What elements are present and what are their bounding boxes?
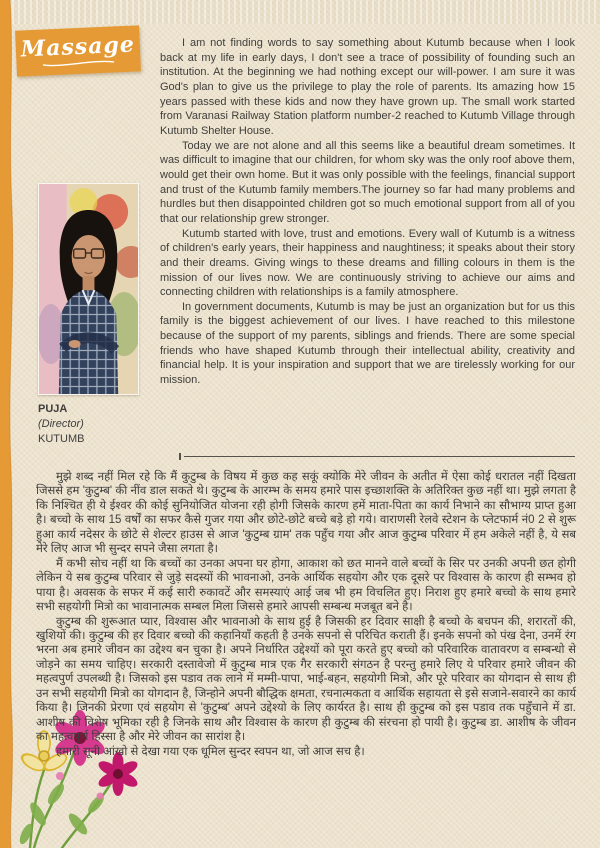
hindi-message-text [36, 470, 576, 759]
author-photo [38, 183, 139, 395]
english-paragraph: Today we are not alone and all this seems like a beautiful dream sometimes. It was difficult to imagine that our children, for whom sky was the only roof above them, would get their own home. But it was only possible with the feelings, financial support and trust of the Kutumb family members.The journey so far had many problems and hurdles but then disappointed children got so much emotional support from all of you that our relationship grew stronger. [160, 139, 575, 225]
hindi-paragraph: हमारी सूनी आंखो से देखा गया एक धूमिल सुन्दर स्वपन था, जो आज सच है। [56, 745, 365, 758]
message-header-ribbon [15, 25, 141, 76]
paper-texture-top-band [0, 0, 600, 24]
english-paragraph: Kutumb started with love, trust and emotions. Every wall of Kutumb is a witness of children's early years, their happiness and naughtiness; it speaks about their story and their dreams. Giving wings to these dreams and filling colours in them is the mission of our lives now. We are continuously striving to achieve our aims and connecting children with relationships is a family atmosphere. [160, 227, 575, 299]
english-paragraph: I am not finding words to say something about Kutumb because when I look back at my life in early days, I don't see a trace of possibility of founding such an institution. At the beginning we had nothing except our will-power. I am sure it was God's plan to give us the privilege to play the role of parents. Its amazing how 15 years passed with these kids and now they have grown up. The small work started from Varanasi Railway Station platform number-2 reached to Kutumb Village through Kutumb Shelter House. [160, 37, 575, 137]
author-role: (Director) [38, 418, 84, 430]
english-message-text [160, 36, 575, 388]
english-paragraph: In government documents, Kutumb is may be just an organization but for us this family is the biggest achievement of our lives. I have reached to this milestone because of the support of my parents, siblings and friends. There are some special friends who have shaped Kutumb through their intellectual ability, creativity and financial help. It is your inspiration and support that we are tirelessly working for our mission. [160, 300, 575, 387]
message-header-title: Massage [20, 31, 136, 62]
hindi-paragraph: कुटुम्ब की शुरूआत प्यार, विश्वास और भावनाओ के साथ हुई है जिसकी हर दिवार साक्षी है बच्चो के बचपन की, शरारतों की, खुशियों की। कुटुम्ब की हर दिवार बच्चो की कहानियाँ कहती है उनके सपनो से परिचित कराती हैं। इनके सपनो को पंख देना, उनमें रंग भरना अब हमारे जीवन का उद्देश्य बन चुका है। अपने निर्धारित उद्देश्यों को पूरा करते हुए बच्चो को परिवारिक वातावरण व सम्बन्धो से जोड़ने का समय चाहिए। सरकारी दस्तावेजो में कुटुम्ब मात्र एक गैर सरकारी संगठन है परन्तु हमारे लिए ये परिवार हमारे जीवन की महत्वपुर्ण उपलब्धी है। जिसको इस पडाव तक लाने में मम्मी-पापा, भाई-बहन, सहयोगी मित्रो, और पूरे परिवार का योगदान से साथ ही उन सभी सहयोगी मित्रो का योगदान है, जिन्होने अपनी बौद्धिक क्षमता, रचनात्मकता व आर्थिक सहायता से इसे सजाने-सवारने का कार्य किया है। जिनकी प्रेरणा एवं सहयोग से 'कुटुम्ब' अपने उद्देश्यो के लिए कार्यरत है। साथ ही कुटुम्ब को इस पडाव तक पहुँचाने में डा. आशीष की विशेष भूमिका रही है जिनके साथ और विश्वास के कारण ही कुटुम्ब की संरचना हो पायी है। कुटुम्ब डा. आशीष के जीवन का महत्वपुर्ण हिस्सा है और मेरे जीवन का सारांश है। [36, 615, 577, 744]
hindi-paragraph: मुझे शब्द नहीं मिल रहे कि मैं कुटुम्ब के विषय में कुछ कह सकूं क्योकि मेरे जीवन के अतीत में ऐसा कोई धरातल नहीं दिखता जिससे हम 'कुटुम्ब' की नींव डाल सकते थे। कुटुम्ब के आरम्भ के समय हमारे पास इच्छाशक्ति के अतिरिक्त कुछ नहीं था। मुझे लगता है कि निश्चित ही ये ईश्वर की कोई सुनियोजित योजना रही होगी जिसके कारण हमें माता-पिता का कार्य निभाने का सौभाग्य प्राप्त हुआ है। बच्चो के साथ 15 वर्षों का सफर कैसे गुजर गया और छोटे-छोटे बच्चे बड़े हो गये। वाराणसी रेलवे स्टेशन के प्लेटफार्म नं0 2 से शुरू हुआ कार्य नदेसर के छोटे से शेल्टर हाउस से आज 'कुटुम्ब ग्राम' तक पहुँच गया और आज कुटुम्ब परिवार में हम अकेले नहीं है, ये सब मेरे लिए आज भी सुन्दर सपने जैसा लगता है। [36, 471, 576, 556]
author-caption [38, 402, 84, 447]
author-photo-graphic [39, 184, 138, 394]
section-divider [184, 456, 575, 457]
author-name: PUJA [38, 403, 68, 415]
author-organization: KUTUMB [38, 433, 85, 445]
hindi-paragraph: मैं कभी सोच नहीं था कि बच्चों का उनका अपना घर होगा, आकाश को छत मानने वाले बच्चों के सिर पर उनकी अपनी छत होगी लेकिन ये सब कुटुम्ब परिवार से जुड़े सदस्यों की भावनाओ, उनके आर्थिक सहयोग और एक दूसरे पर विश्वास के कारण ही सम्भव हो पाया है। अवसक के सफर में कई सारी रुकावटें और समस्याएं आई जब भी हम विचलित हुए। निराश हुए हमारे बच्चो के साथ हमारे सभी सहयोगी मित्रो का भावानात्मक सम्बल मिला जिससे हमारे आपसी सम्बन्ध मजबूत बने है। [36, 557, 576, 614]
